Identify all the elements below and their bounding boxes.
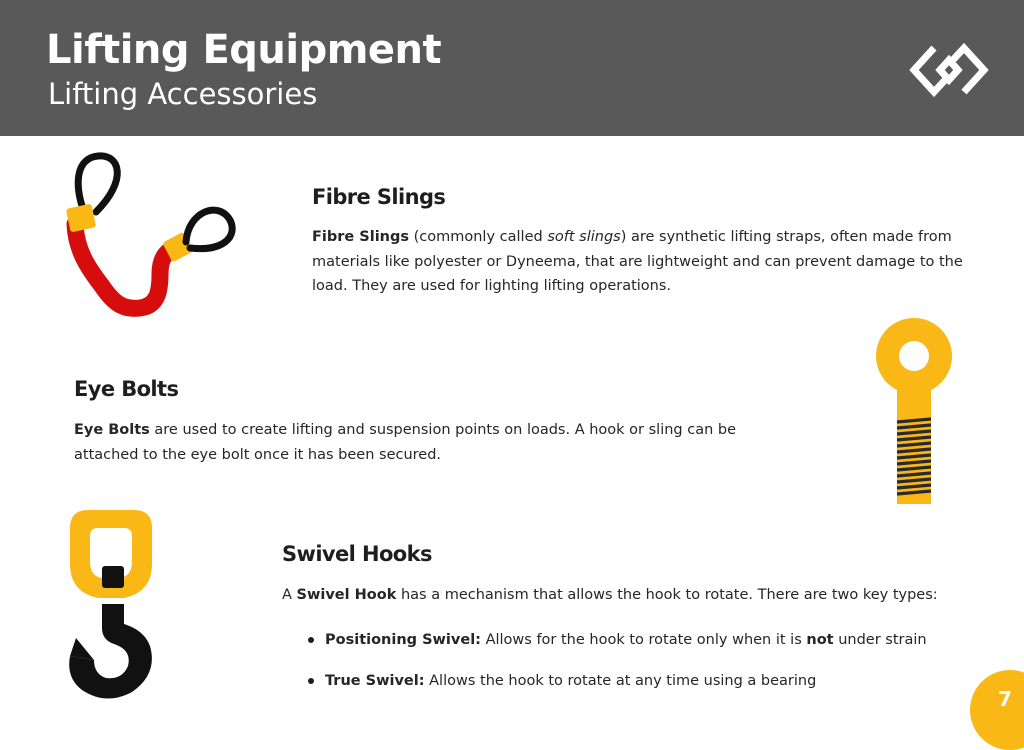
text-run: Positioning Swivel: [325,632,481,648]
text-run: soft slings [547,229,621,245]
list-item-positioning-swivel [306,628,927,669]
diamond-chevron-logo-icon [906,42,992,98]
text-run: Allows for the hook to rotate only when it is [480,632,807,648]
text-run: Allows the hook to rotate at any time using a bearing [424,673,817,689]
swivel-types-list [306,628,927,710]
page-subtitle: Lifting Accessories [48,77,318,111]
paragraph-eye-bolts [74,418,754,467]
section-title-swivel-hooks: Swivel Hooks [282,542,432,566]
text-run: under strain [833,632,927,648]
text-run: not [806,632,834,648]
page-title: Lifting Equipment [46,27,442,73]
section-title-eye-bolts: Eye Bolts [74,377,179,401]
text-run: Fibre Slings [312,229,410,245]
page-header [0,0,1024,136]
text-run: Eye Bolts [74,422,150,438]
text-run: True Swivel: [325,673,425,689]
text-run: ) are synthetic lifting straps, often made from materials like polyester or Dyneema, that are lightweight and can prevent damage to the load. They are used for lighting lifting operations. [312,229,963,294]
section-title-fibre-slings: Fibre Slings [312,185,446,209]
text-run: Swivel Hook [296,587,397,603]
text-run: has a mechanism that allows the hook to rotate. There are two key types: [396,587,938,603]
fibre-sling-icon [62,150,244,320]
eye-bolt-icon [868,318,960,504]
text-run: A [282,587,297,603]
swivel-hook-icon [64,506,166,702]
paragraph-fibre-slings [312,225,972,299]
text-run: (commonly called [409,229,548,245]
page-number: 7 [998,687,1012,711]
list-item-true-swivel [306,669,927,710]
paragraph-swivel-hooks [282,583,982,608]
text-run: are used to create lifting and suspension points on loads. A hook or sling can be attached to the eye bolt once it has been secured. [74,422,737,463]
